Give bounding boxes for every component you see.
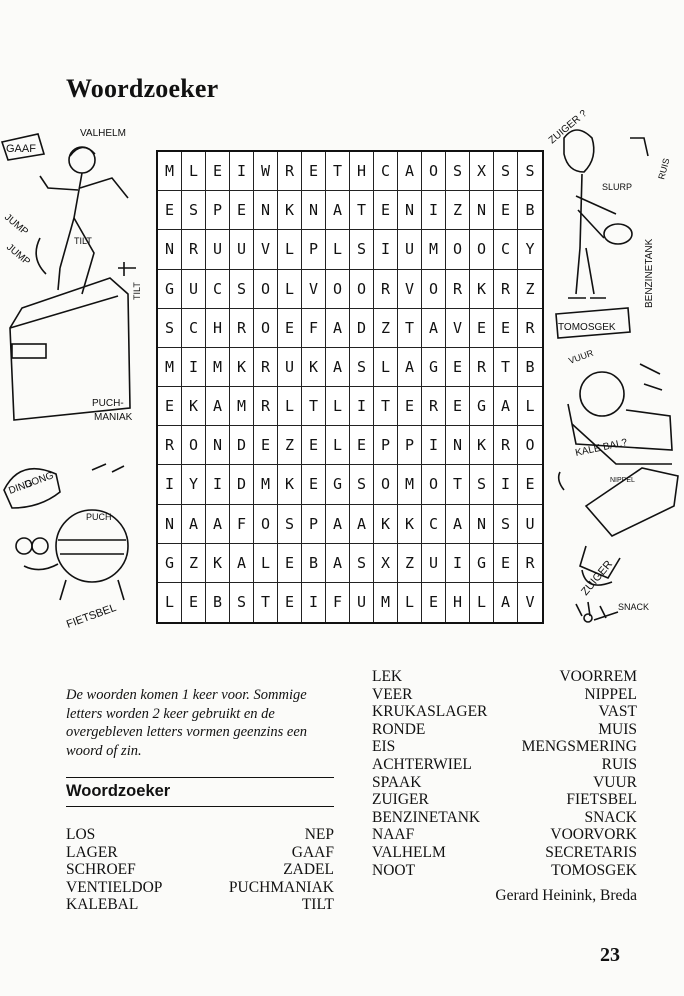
grid-cell: I <box>230 152 254 191</box>
grid-cell: K <box>302 348 326 387</box>
grid-cell: I <box>422 191 446 230</box>
grid-cell: T <box>494 348 518 387</box>
grid-cell: I <box>350 387 374 426</box>
grid-cell: T <box>374 387 398 426</box>
dingdong-text-1: DING <box>7 477 35 497</box>
word-list-item: BENZINETANK <box>372 808 481 826</box>
grid-cell: U <box>518 505 542 544</box>
word-list-item: TOMOSGEK <box>551 861 637 879</box>
grid-cell: M <box>422 230 446 269</box>
grid-cell: E <box>422 583 446 622</box>
grid-cell: A <box>206 505 230 544</box>
grid-cell: R <box>494 426 518 465</box>
grid-cell: V <box>254 230 278 269</box>
grid-cell: A <box>326 191 350 230</box>
grid-cell: A <box>398 152 422 191</box>
grid-cell: E <box>278 309 302 348</box>
grid-cell: A <box>326 544 350 583</box>
grid-cell: U <box>422 544 446 583</box>
pinball-rider-doodle <box>0 118 150 436</box>
grid-cell: B <box>518 348 542 387</box>
grid-cell: L <box>470 583 494 622</box>
grid-cell: O <box>446 230 470 269</box>
grid-cell: K <box>206 544 230 583</box>
grid-cell: N <box>158 505 182 544</box>
grid-cell: K <box>470 426 494 465</box>
word-list-item: LOS <box>66 826 96 843</box>
zuiger-text: ZUIGER <box>579 558 616 598</box>
word-list-item: KRUKASLAGER <box>372 703 488 721</box>
grid-cell: T <box>302 387 326 426</box>
grid-cell: K <box>182 387 206 426</box>
grid-cell: S <box>350 230 374 269</box>
grid-cell: I <box>494 465 518 504</box>
grid-cell: R <box>158 426 182 465</box>
grid-cell: A <box>422 309 446 348</box>
grid-cell: G <box>470 544 494 583</box>
grid-cell: M <box>158 152 182 191</box>
grid-cell: N <box>302 191 326 230</box>
grid-cell: M <box>206 348 230 387</box>
benzinetank-text: BENZINETANK <box>644 238 655 308</box>
grid-cell: E <box>230 191 254 230</box>
grid-cell: C <box>182 309 206 348</box>
grid-cell: L <box>398 583 422 622</box>
word-list-item: ZADEL <box>283 861 334 879</box>
grid-cell: F <box>326 583 350 622</box>
grid-cell: E <box>494 544 518 583</box>
grid-cell: G <box>470 387 494 426</box>
grid-cell: N <box>206 426 230 465</box>
word-list-item: VOORREM <box>559 668 637 685</box>
grid-cell: R <box>494 270 518 309</box>
tomosgek-doodle <box>546 304 682 474</box>
grid-cell: L <box>326 387 350 426</box>
grid-cell: T <box>326 152 350 191</box>
zuiger-question-text: ZUIGER ? <box>546 108 590 147</box>
grid-cell: A <box>446 505 470 544</box>
grid-cell: M <box>254 465 278 504</box>
grid-cell: M <box>158 348 182 387</box>
grid-cell: I <box>374 230 398 269</box>
grid-cell: G <box>158 544 182 583</box>
grid-cell: Z <box>374 309 398 348</box>
grid-cell: L <box>374 348 398 387</box>
grid-cell: U <box>182 270 206 309</box>
grid-cell: B <box>206 583 230 622</box>
grid-cell: L <box>278 387 302 426</box>
grid-cell: S <box>350 348 374 387</box>
grid-cell: S <box>350 544 374 583</box>
subtitle-bottom-rule <box>66 806 334 807</box>
tilt-text-2: TILT <box>132 282 142 300</box>
grid-cell: O <box>254 505 278 544</box>
grid-cell: K <box>374 505 398 544</box>
grid-cell: X <box>470 152 494 191</box>
grid-cell: N <box>398 191 422 230</box>
grid-cell: S <box>230 583 254 622</box>
grid-cell: Z <box>182 544 206 583</box>
word-list-item: PUCHMANIAK <box>228 878 334 896</box>
grid-cell: U <box>206 230 230 269</box>
word-list-item: RUIS <box>601 755 637 773</box>
grid-cell: P <box>374 426 398 465</box>
vuur-text: VUUR <box>567 347 595 366</box>
grid-cell: R <box>518 309 542 348</box>
grid-cell: A <box>182 505 206 544</box>
grid-cell: I <box>206 465 230 504</box>
grid-cell: K <box>230 348 254 387</box>
grid-cell: O <box>518 426 542 465</box>
grid-cell: A <box>494 583 518 622</box>
word-list-item: VOORVORK <box>550 826 637 844</box>
grid-cell: I <box>422 426 446 465</box>
grid-cell: H <box>446 583 470 622</box>
word-list-item: VUUR <box>593 773 637 791</box>
grid-cell: S <box>494 505 518 544</box>
grid-cell: R <box>230 309 254 348</box>
nippel-text: NIPPEL <box>610 477 635 484</box>
grid-cell: I <box>446 544 470 583</box>
grid-cell: O <box>422 270 446 309</box>
word-list-item: NAAF <box>372 826 415 844</box>
grid-cell: S <box>182 191 206 230</box>
word-list-item: VEER <box>372 685 413 703</box>
tilt-text-1: TILT <box>74 236 92 246</box>
grid-cell: E <box>158 387 182 426</box>
word-list-item: FIETSBEL <box>566 791 637 809</box>
word-list-item: LEK <box>372 668 403 685</box>
grid-cell: A <box>398 348 422 387</box>
grid-cell: E <box>446 348 470 387</box>
grid-cell: U <box>350 583 374 622</box>
grid-cell: E <box>278 544 302 583</box>
slurp-text: SLURP <box>602 182 633 192</box>
subtitle-top-rule <box>66 777 334 778</box>
grid-cell: S <box>350 465 374 504</box>
word-list-item: VALHELM <box>372 843 446 861</box>
word-list-item: VAST <box>598 703 637 721</box>
grid-cell: E <box>182 583 206 622</box>
word-list-item: SPAAK <box>372 773 422 791</box>
section-subtitle: Woordzoeker <box>66 782 171 800</box>
grid-cell: V <box>518 583 542 622</box>
grid-cell: L <box>326 230 350 269</box>
grid-cell: D <box>350 309 374 348</box>
grid-cell: O <box>182 426 206 465</box>
word-search-grid <box>156 150 544 624</box>
word-list-item: ACHTERWIEL <box>372 755 472 773</box>
grid-cell: U <box>230 230 254 269</box>
grid-cell: T <box>254 583 278 622</box>
grid-cell: E <box>518 465 542 504</box>
grid-cell: U <box>278 348 302 387</box>
puch-text: PUCH <box>86 512 112 522</box>
grid-cell: L <box>254 544 278 583</box>
word-list-item: MUIS <box>598 720 637 738</box>
grid-cell: E <box>374 191 398 230</box>
jump-text-1: JUMP <box>2 211 31 238</box>
grid-cell: E <box>398 387 422 426</box>
word-list-item: RONDE <box>372 720 426 738</box>
grid-cell: B <box>302 544 326 583</box>
grid-cell: E <box>350 426 374 465</box>
dingdong-text-2: DONG <box>23 470 56 491</box>
grid-cell: S <box>446 152 470 191</box>
word-list-item: NOOT <box>372 861 416 879</box>
word-list-item: ZUIGER <box>372 791 429 809</box>
grid-cell: R <box>374 270 398 309</box>
grid-cell: R <box>518 544 542 583</box>
tomosgek-text: TOMOSGEK <box>558 322 616 333</box>
grid-cell: E <box>158 191 182 230</box>
grid-cell: I <box>302 583 326 622</box>
grid-cell: F <box>230 505 254 544</box>
grid-cell: O <box>422 465 446 504</box>
grid-cell: O <box>422 152 446 191</box>
grid-cell: K <box>398 505 422 544</box>
grid-cell: K <box>278 465 302 504</box>
grid-cell: P <box>302 505 326 544</box>
grid-cell: E <box>302 465 326 504</box>
grid-cell: E <box>446 387 470 426</box>
grid-cell: A <box>494 387 518 426</box>
grid-cell: R <box>182 230 206 269</box>
gaaf-text: GAAF <box>6 143 36 155</box>
word-list-item: NEP <box>304 826 334 843</box>
grid-cell: E <box>302 426 326 465</box>
puchmaniak-text-1: PUCH- <box>92 398 124 409</box>
word-list-item: KALEBAL <box>66 896 139 914</box>
grid-cell: R <box>446 270 470 309</box>
grid-cell: N <box>446 426 470 465</box>
grid-cell: H <box>206 309 230 348</box>
grid-cell: B <box>518 191 542 230</box>
word-list-item: MENGSMERING <box>521 738 637 756</box>
grid-cell: S <box>278 505 302 544</box>
grid-cell: E <box>254 426 278 465</box>
grid-cell: R <box>254 387 278 426</box>
grid-cell: V <box>302 270 326 309</box>
grid-cell: M <box>398 465 422 504</box>
grid-cell: R <box>470 348 494 387</box>
grid-cell: S <box>230 270 254 309</box>
grid-cell: E <box>302 152 326 191</box>
puchmaniak-text-2: MANIAK <box>94 412 133 423</box>
kalebal-text: KALE BAL? <box>574 437 629 459</box>
word-list-item: VENTIELDOP <box>66 878 163 896</box>
grid-cell: A <box>326 309 350 348</box>
grid-cell: P <box>302 230 326 269</box>
grid-cell: T <box>350 191 374 230</box>
grid-cell: Y <box>182 465 206 504</box>
grid-cell: C <box>422 505 446 544</box>
grid-cell: N <box>470 191 494 230</box>
grid-cell: U <box>398 230 422 269</box>
grid-cell: A <box>326 348 350 387</box>
grid-cell: E <box>494 191 518 230</box>
grid-cell: Z <box>398 544 422 583</box>
grid-cell: M <box>230 387 254 426</box>
grid-cell: R <box>278 152 302 191</box>
grid-cell: T <box>446 465 470 504</box>
grid-cell: E <box>206 152 230 191</box>
grid-cell: O <box>254 270 278 309</box>
grid-cell: F <box>302 309 326 348</box>
word-list-item: SECRETARIS <box>545 843 637 861</box>
grid-cell: D <box>230 465 254 504</box>
grid-cell: E <box>494 309 518 348</box>
grid-cell: P <box>398 426 422 465</box>
snack-text: SNACK <box>618 602 650 612</box>
page-title: Woordzoeker <box>66 74 219 103</box>
grid-cell: P <box>206 191 230 230</box>
word-list-col2 <box>206 826 334 914</box>
grid-cell: I <box>182 348 206 387</box>
page-number: 23 <box>600 944 620 966</box>
grid-cell: Z <box>446 191 470 230</box>
grid-cell: Z <box>518 270 542 309</box>
word-list-item: SNACK <box>584 808 637 826</box>
bell-doodle <box>0 450 150 640</box>
word-list-item: SCHROEF <box>66 861 136 879</box>
grid-cell: N <box>254 191 278 230</box>
grid-cell: Y <box>518 230 542 269</box>
zuiger-doodle <box>546 466 682 630</box>
grid-cell: T <box>398 309 422 348</box>
grid-cell: G <box>158 270 182 309</box>
grid-cell: D <box>230 426 254 465</box>
grid-cell: O <box>470 230 494 269</box>
grid-cell: E <box>278 583 302 622</box>
grid-cell: S <box>470 465 494 504</box>
grid-cell: Z <box>278 426 302 465</box>
fietsbel-text: FIETSBEL <box>64 601 118 631</box>
grid-cell: C <box>374 152 398 191</box>
grid-cell: C <box>206 270 230 309</box>
word-list-col4 <box>480 668 637 879</box>
grid-cell: N <box>470 505 494 544</box>
word-list-item: TILT <box>301 896 334 914</box>
grid-cell: W <box>254 152 278 191</box>
grid-cell: R <box>254 348 278 387</box>
grid-cell: V <box>446 309 470 348</box>
grid-cell: O <box>350 270 374 309</box>
grid-cell: L <box>326 426 350 465</box>
grid-cell: R <box>422 387 446 426</box>
instructions-text: De woorden komen 1 keer voor. Sommige letters worden 2 keer gebruikt en de overgebleven letters vormen geenzins een woord of zin. <box>66 687 308 759</box>
grid-cell: L <box>158 583 182 622</box>
grid-cell: C <box>494 230 518 269</box>
grid-cell: L <box>278 230 302 269</box>
grid-cell: O <box>254 309 278 348</box>
grid-cell: A <box>326 505 350 544</box>
grid-cell: V <box>398 270 422 309</box>
grid-cell: M <box>374 583 398 622</box>
grid-cell: K <box>278 191 302 230</box>
valhelm-text: VALHELM <box>80 128 126 139</box>
author-credit: Gerard Heinink, Breda <box>495 887 637 904</box>
word-list-col1 <box>66 826 206 914</box>
word-list-item: EIS <box>372 738 396 756</box>
jump-text-2: JUMP <box>4 241 33 268</box>
ruis-text: RUIS <box>656 157 672 181</box>
grid-cell: S <box>158 309 182 348</box>
grid-cell: O <box>374 465 398 504</box>
grid-cell: K <box>470 270 494 309</box>
grid-cell: L <box>182 152 206 191</box>
grid-cell: G <box>422 348 446 387</box>
word-list-item: GAAF <box>291 843 334 861</box>
grid-cell: X <box>374 544 398 583</box>
grid-cell: H <box>350 152 374 191</box>
grid-cell: G <box>326 465 350 504</box>
grid-cell: I <box>158 465 182 504</box>
grid-cell: A <box>230 544 254 583</box>
grid-cell: S <box>518 152 542 191</box>
grid-cell: L <box>278 270 302 309</box>
word-list-item: NIPPEL <box>584 685 637 703</box>
word-list-item: LAGER <box>66 843 118 861</box>
grid-cell: A <box>350 505 374 544</box>
grid-cell: O <box>326 270 350 309</box>
grid-cell: E <box>470 309 494 348</box>
grid-cell: S <box>494 152 518 191</box>
grid-cell: N <box>158 230 182 269</box>
grid-cell: L <box>518 387 542 426</box>
grid-cell: A <box>206 387 230 426</box>
